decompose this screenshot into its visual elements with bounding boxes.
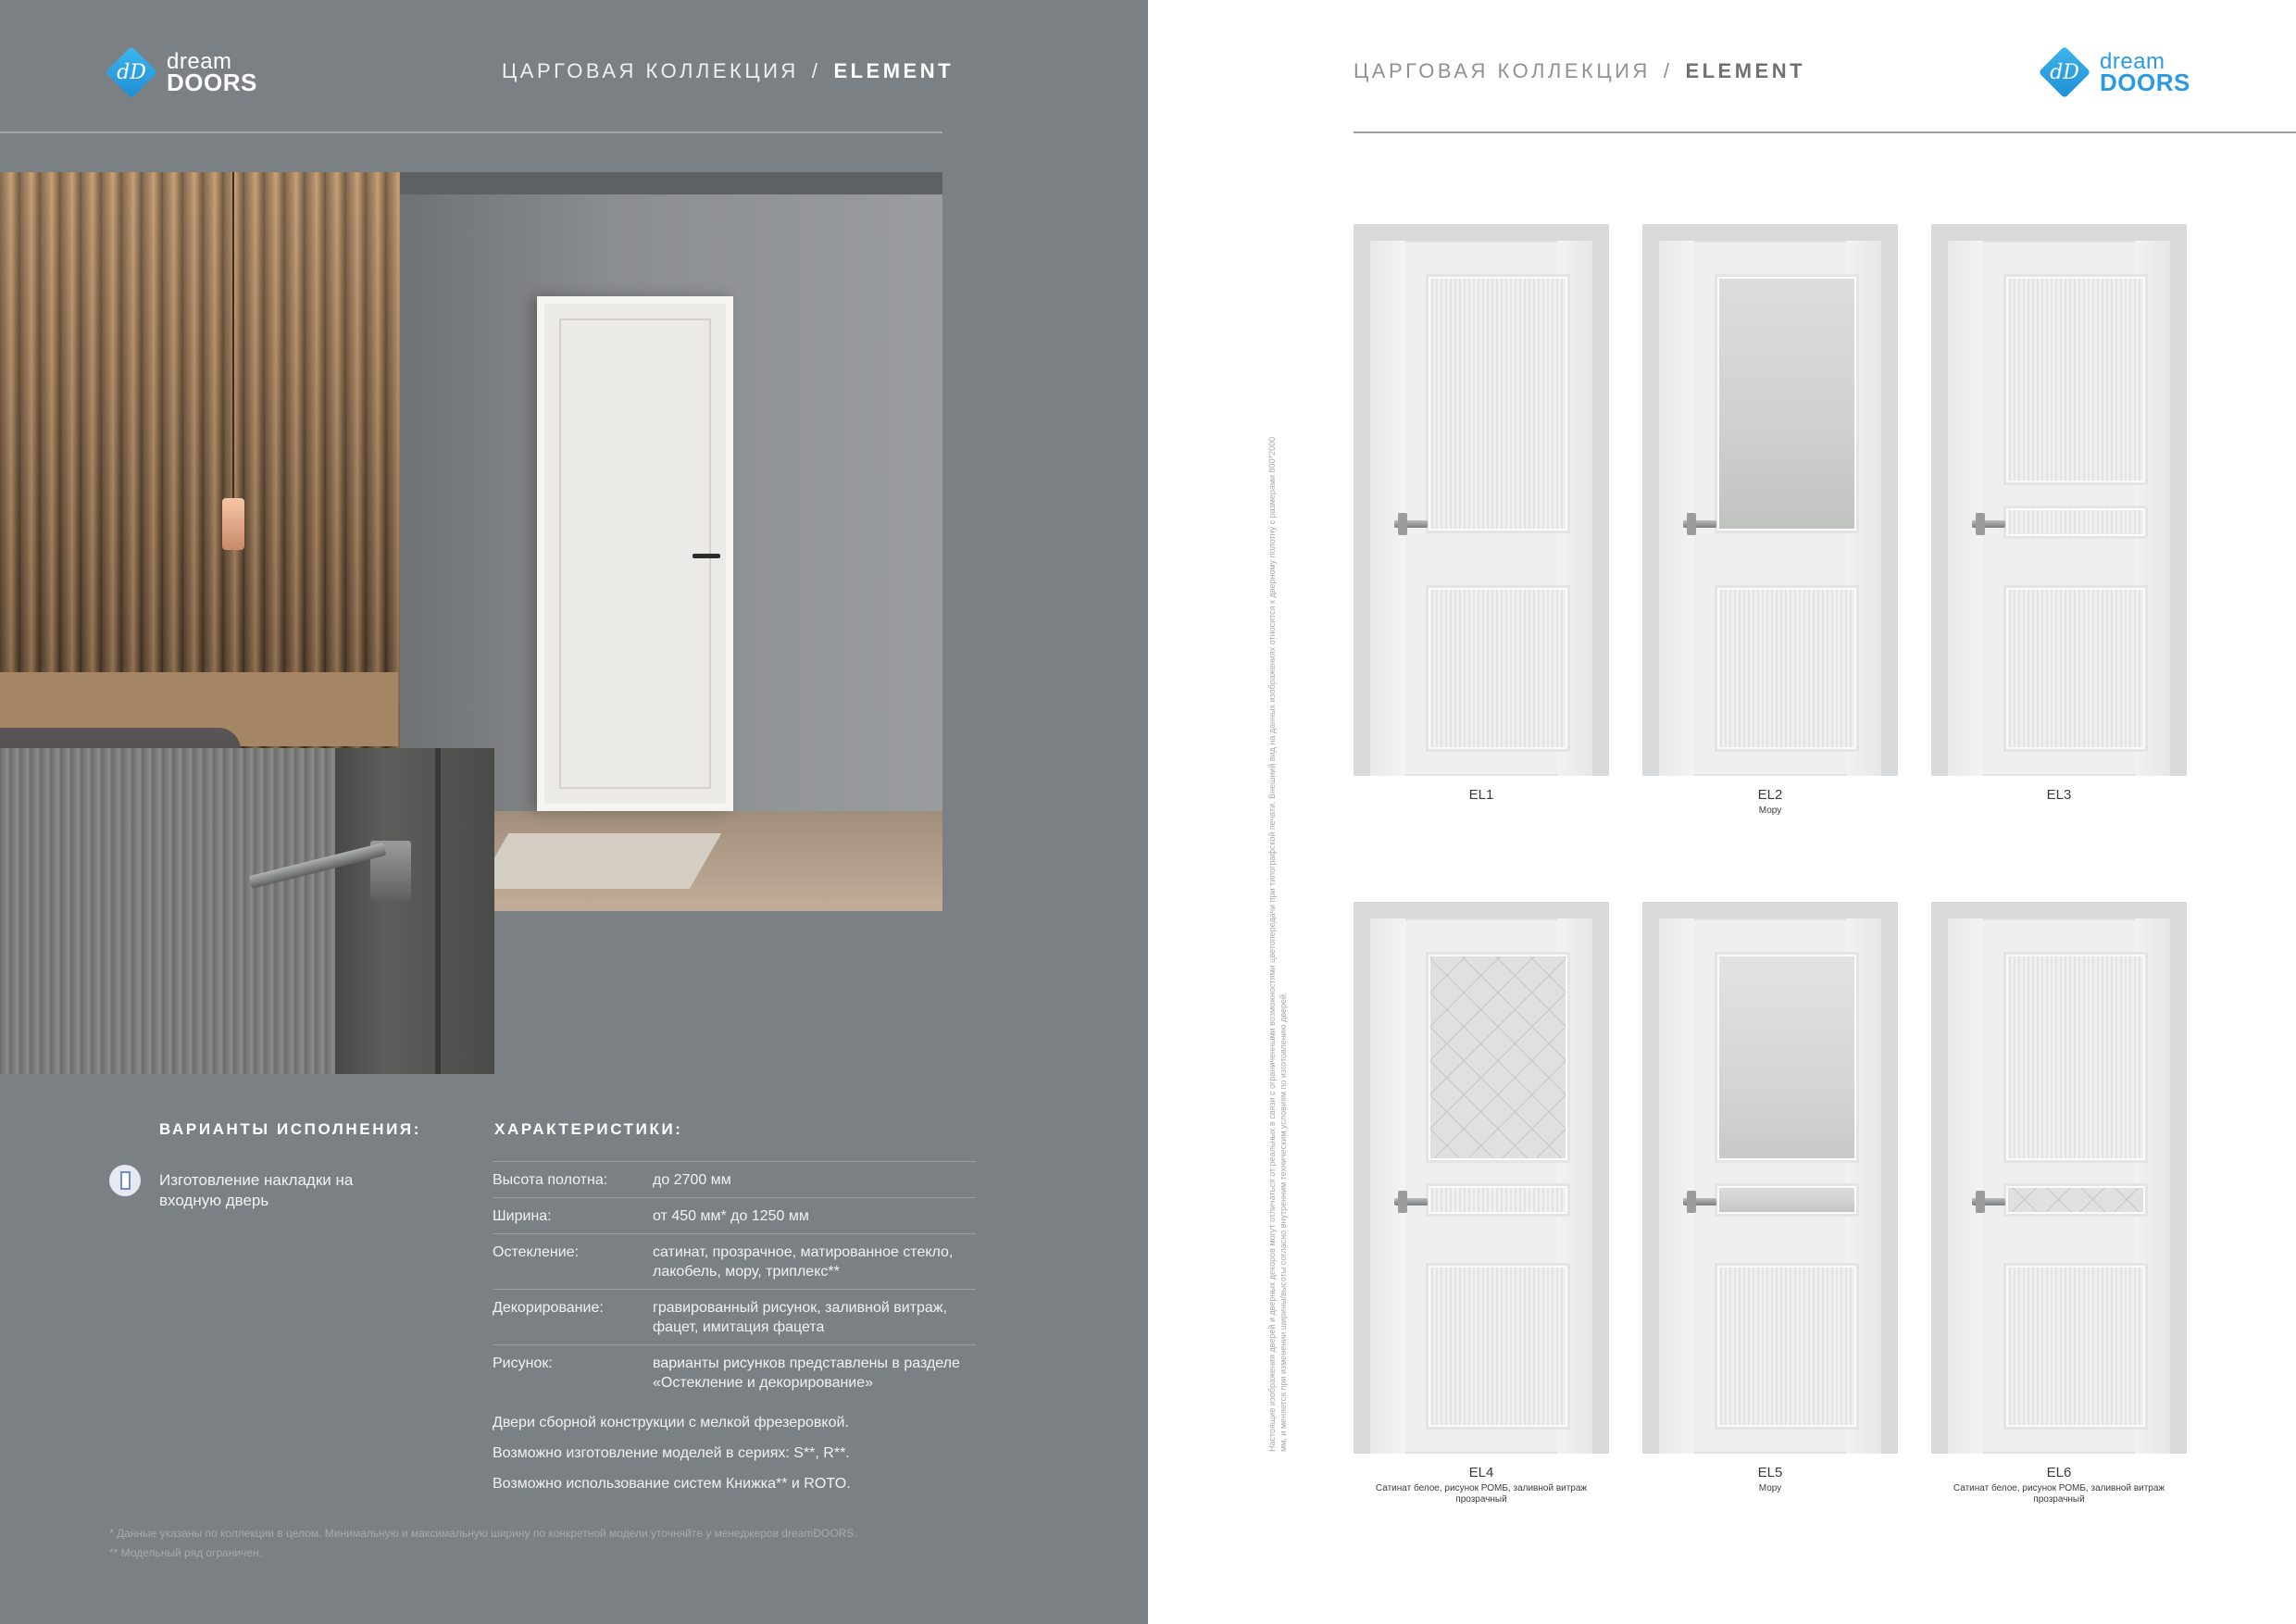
- door-card-el1[interactable]: [1354, 224, 1609, 804]
- spec-value: до 2700 мм: [653, 1162, 976, 1198]
- spec-key: Высота полотна:: [493, 1162, 653, 1198]
- brand-logo[interactable]: [106, 46, 257, 98]
- door-subtitle: Мору: [1758, 806, 1782, 816]
- door-card-el3[interactable]: [1931, 224, 2187, 804]
- door-card-el2[interactable]: [1642, 224, 1898, 817]
- spec-key: Остекление:: [493, 1234, 653, 1290]
- spec-row: [493, 1198, 976, 1234]
- interior-door-image: [537, 296, 733, 811]
- handle-icon: [1394, 520, 1428, 528]
- door-image: [1931, 902, 2187, 1454]
- door-card-el4[interactable]: [1354, 902, 1609, 1505]
- handle-icon: [1683, 520, 1716, 528]
- handle-detail-photo: [0, 748, 494, 1074]
- header-divider: [1354, 131, 2296, 133]
- door-image: [1354, 224, 1609, 776]
- collection-label: ЦАРГОВАЯ КОЛЛЕКЦИЯ: [1354, 59, 1651, 82]
- handle-icon: [1972, 520, 2005, 528]
- print-disclaimer: Настоящие изображения дверей и дверных декоров могут отличаться от реальных в связи с ограниченными возможностями цветопередачи при типографской печати. Внешний вид на данных изображениях относится к дверному полотну с размерами 800*2000 мм, и меняется при изменении ширины/высоты согласно внутренним техническим условиям по изготовлению дверей.: [1267, 436, 1288, 1452]
- door-subtitle: Мору: [1758, 1483, 1782, 1493]
- door-card-el6[interactable]: [1931, 902, 2187, 1505]
- logo-icon: dD: [106, 46, 157, 98]
- logo-text-line1: dream: [167, 49, 232, 74]
- footnote: ** Модельный ряд ограничен.: [109, 1546, 263, 1559]
- spec-notes: [493, 1413, 851, 1505]
- footnotes: [109, 1524, 857, 1563]
- spec-value: гравированный рисунок, заливной витраж, фацет, имитация фацета: [653, 1290, 976, 1345]
- footnote: * Данные указаны по коллекции в целом. Минимальную и максимальную ширину по конкретной модели уточняйте у менеджеров dreamDOORS.: [109, 1527, 857, 1540]
- specs-heading: ХАРАКТЕРИСТИКИ:: [494, 1120, 683, 1138]
- logo-text-line2: DOORS: [2100, 69, 2190, 96]
- door-image: [1642, 902, 1898, 1454]
- pendant-lamp-icon: [222, 498, 244, 550]
- variant-item: [109, 1165, 400, 1211]
- collection-title: [502, 59, 954, 83]
- door-card-el5[interactable]: [1642, 902, 1898, 1494]
- collection-name: ELEMENT: [833, 59, 955, 82]
- spec-row: [493, 1290, 976, 1345]
- variant-text: Изготовление накладки на входную дверь: [159, 1171, 354, 1209]
- spec-row: [493, 1345, 976, 1401]
- spec-key: Декорирование:: [493, 1290, 653, 1345]
- spec-note: Возможно использование систем Книжка** и ROTO.: [493, 1476, 851, 1492]
- door-image: [1642, 224, 1898, 776]
- handle-icon: [1394, 1198, 1428, 1206]
- handle-icon: [1683, 1198, 1716, 1206]
- specs-table: [493, 1161, 976, 1400]
- logo-text-line2: DOORS: [167, 69, 257, 96]
- door-image: [1931, 224, 2187, 776]
- door-image: [1354, 902, 1609, 1454]
- brand-logo[interactable]: [2039, 46, 2190, 98]
- spec-row: [493, 1162, 976, 1198]
- spec-value: сатинат, прозрачное, матированное стекло, лакобель, мору, триплекс**: [653, 1234, 976, 1290]
- title-separator: /: [1663, 59, 1673, 82]
- spec-note: Возможно изготовление моделей в сериях: S**, R**.: [493, 1445, 850, 1461]
- logo-icon: dD: [2039, 46, 2090, 98]
- door-code: EL1: [1468, 787, 1494, 803]
- handle-icon: [1972, 1198, 2005, 1206]
- door-code: EL6: [2046, 1465, 2072, 1480]
- right-page: [1148, 0, 2296, 1624]
- spec-value: варианты рисунков представлены в разделе «Остекление и декорирование»: [653, 1345, 976, 1401]
- spec-key: Ширина:: [493, 1198, 653, 1234]
- door-subtitle: Сатинат белое, рисунок РОМБ, заливной витраж прозрачный: [1375, 1483, 1588, 1505]
- door-icon: [109, 1165, 141, 1196]
- door-code: EL3: [2046, 787, 2072, 803]
- variants-heading: ВАРИАНТЫ ИСПОЛНЕНИЯ:: [159, 1120, 422, 1138]
- collection-label: ЦАРГОВАЯ КОЛЛЕКЦИЯ: [502, 59, 799, 82]
- spec-row: [493, 1234, 976, 1290]
- logo-text-line1: dream: [2100, 49, 2165, 74]
- door-code: EL5: [1757, 1465, 1783, 1480]
- door-subtitle: Сатинат белое, рисунок РОМБ, заливной витраж прозрачный: [1953, 1483, 2165, 1505]
- title-separator: /: [811, 59, 821, 82]
- header-divider: [0, 131, 942, 133]
- spec-key: Рисунок:: [493, 1345, 653, 1401]
- collection-title: [1354, 59, 1805, 83]
- spec-value: от 450 мм* до 1250 мм: [653, 1198, 976, 1234]
- door-code: EL2: [1757, 787, 1783, 803]
- door-code: EL4: [1468, 1465, 1494, 1480]
- collection-name: ELEMENT: [1685, 59, 1806, 82]
- spec-note: Двери сборной конструкции с мелкой фрезеровкой.: [493, 1415, 849, 1430]
